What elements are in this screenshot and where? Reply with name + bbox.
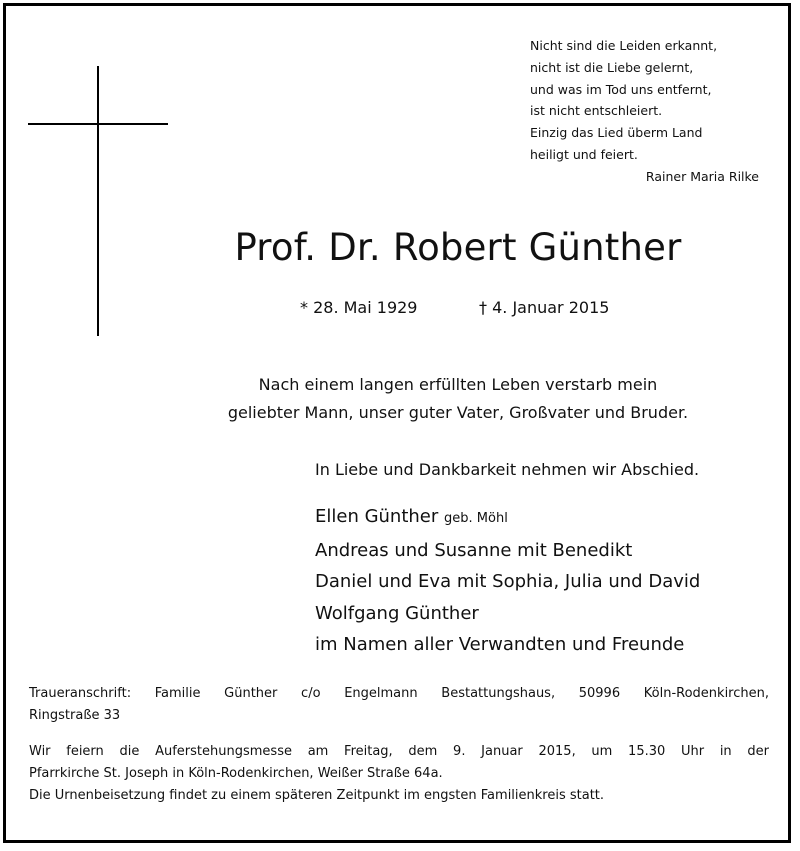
poem-line: nicht ist die Liebe gelernt, bbox=[530, 59, 694, 75]
mourning-address bbox=[29, 683, 769, 727]
service-details bbox=[29, 741, 769, 807]
death-date: † 4. Januar 2015 bbox=[479, 298, 610, 317]
mourners-list bbox=[315, 501, 700, 661]
announcement-line: Nach einem langen erfüllten Leben verstarb mein bbox=[258, 375, 658, 394]
deceased-name: Prof. Dr. Robert Günther bbox=[234, 226, 682, 269]
poem-author: Rainer Maria Rilke bbox=[645, 168, 759, 184]
birth-date: * 28. Mai 1929 bbox=[300, 298, 418, 317]
poem bbox=[530, 35, 770, 188]
address-line: Ringstraße 33 bbox=[29, 708, 121, 723]
poem-line: heiligt und feiert. bbox=[530, 146, 638, 162]
announcement bbox=[0, 371, 800, 427]
mourner-item: Andreas und Susanne mit Benedikt bbox=[315, 539, 633, 561]
service-line: Die Urnenbeisetzung findet zu einem späteren Zeitpunkt im engsten Familienkreis statt. bbox=[29, 788, 605, 803]
poem-line: ist nicht entschleiert. bbox=[530, 103, 663, 119]
maiden-name-note: geb. Möhl bbox=[444, 511, 508, 526]
cross-icon bbox=[97, 66, 99, 336]
poem-line: und was im Tod uns entfernt, bbox=[530, 81, 712, 97]
mourner-name: Ellen Günther bbox=[315, 506, 439, 527]
announcement-line: geliebter Mann, unser guter Vater, Großvater und Bruder. bbox=[227, 403, 689, 422]
poem-line: Nicht sind die Leiden erkannt, bbox=[530, 38, 718, 53]
service-line: Pfarrkirche St. Joseph in Köln-Rodenkirchen, Weißer Straße 64a. bbox=[29, 766, 443, 781]
farewell-text: In Liebe und Dankbarkeit nehmen wir Abschied. bbox=[315, 460, 700, 479]
mourner-item bbox=[315, 501, 700, 535]
address-line: Traueranschrift: Familie Günther c/o Engelmann Bestattungshaus, 50996 Köln-Rodenkirchen, bbox=[29, 686, 769, 701]
mourner-item: im Namen aller Verwandten und Freunde bbox=[315, 634, 685, 655]
cross-icon-bar bbox=[28, 123, 168, 125]
poem-line: Einzig das Lied überm Land bbox=[530, 125, 703, 141]
mourner-item: Wolfgang Günther bbox=[315, 602, 479, 624]
mourner-item: Daniel und Eva mit Sophia, Julia und David bbox=[315, 571, 701, 592]
service-line: Wir feiern die Auferstehungsmesse am Freitag, dem 9. Januar 2015, um 15.30 Uhr in der bbox=[29, 744, 769, 759]
